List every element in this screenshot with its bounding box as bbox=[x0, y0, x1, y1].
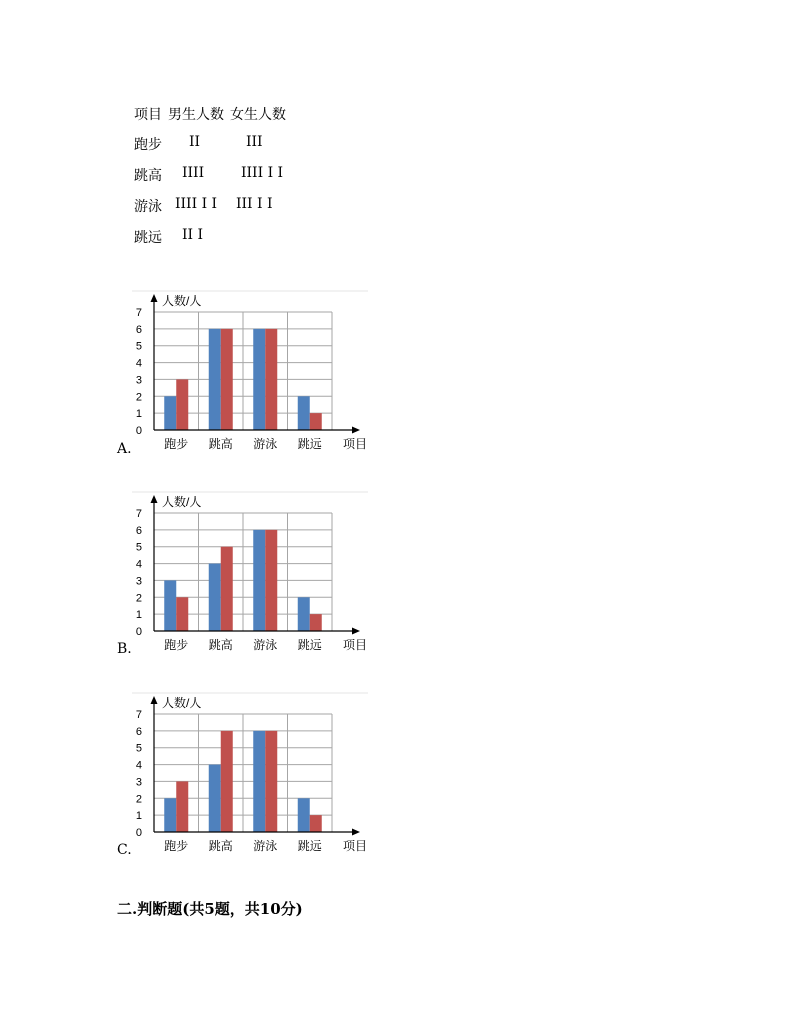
bar bbox=[164, 798, 176, 832]
row-boys: II bbox=[189, 134, 201, 150]
bar bbox=[209, 329, 221, 430]
bar bbox=[164, 396, 176, 430]
row-item: 跑步 bbox=[134, 137, 162, 153]
row-girls: III bbox=[246, 134, 263, 150]
y-tick-label: 1 bbox=[135, 609, 142, 622]
bar bbox=[265, 329, 277, 430]
x-tick-label: 跳高 bbox=[208, 437, 233, 451]
y-tick-label: 4 bbox=[135, 558, 142, 571]
x-tick-label: 跑步 bbox=[164, 839, 189, 853]
bar bbox=[298, 396, 310, 430]
y-tick-label: 4 bbox=[135, 357, 142, 370]
row-item: 游泳 bbox=[134, 199, 162, 215]
y-axis-arrow bbox=[151, 294, 158, 302]
x-axis-arrow bbox=[352, 427, 360, 434]
bar bbox=[176, 379, 188, 430]
bar bbox=[176, 781, 188, 832]
chart-option-c bbox=[132, 692, 372, 860]
x-tick-label: 跑步 bbox=[164, 437, 189, 451]
y-axis-title: 人数/人 bbox=[162, 495, 202, 509]
x-tick-label: 跳远 bbox=[297, 638, 322, 652]
y-tick-label: 0 bbox=[135, 827, 142, 839]
bar bbox=[310, 815, 322, 832]
row-boys: IIII bbox=[182, 165, 205, 181]
section-title: 二.判断题(共5题，共10分) bbox=[117, 900, 303, 918]
header-girls: 女生人数 bbox=[230, 107, 286, 123]
y-tick-label: 5 bbox=[135, 340, 142, 353]
bar-chart bbox=[132, 290, 372, 458]
row-girls: IIII I I bbox=[241, 165, 284, 181]
row-item: 跳远 bbox=[134, 230, 162, 246]
x-tick-label: 游泳 bbox=[253, 839, 278, 853]
y-tick-label: 5 bbox=[135, 742, 142, 755]
bar bbox=[221, 731, 233, 832]
bar bbox=[310, 614, 322, 631]
x-axis-title: 项目 bbox=[342, 437, 368, 451]
y-tick-label: 7 bbox=[135, 307, 142, 319]
bar bbox=[221, 329, 233, 430]
bar bbox=[221, 547, 233, 631]
y-tick-label: 3 bbox=[135, 776, 142, 789]
bar-chart bbox=[132, 692, 372, 860]
y-tick-label: 0 bbox=[135, 626, 142, 638]
bar bbox=[253, 329, 265, 430]
bar bbox=[253, 731, 265, 832]
row-boys: II I bbox=[182, 227, 204, 243]
y-tick-label: 3 bbox=[135, 374, 142, 387]
option-label-a: A. bbox=[117, 441, 132, 457]
y-tick-label: 6 bbox=[135, 323, 142, 336]
x-axis-title: 项目 bbox=[342, 839, 368, 853]
row-item: 跳高 bbox=[134, 168, 162, 184]
y-tick-label: 6 bbox=[135, 524, 142, 537]
x-axis-arrow bbox=[352, 829, 360, 836]
bar bbox=[265, 731, 277, 832]
y-tick-label: 2 bbox=[135, 592, 142, 605]
bar bbox=[176, 597, 188, 631]
x-axis-title: 项目 bbox=[342, 638, 368, 652]
x-tick-label: 游泳 bbox=[253, 437, 278, 451]
x-tick-label: 跳远 bbox=[297, 437, 322, 451]
bar bbox=[298, 798, 310, 832]
option-label-b: B. bbox=[117, 641, 132, 657]
header-item: 项目 bbox=[134, 107, 162, 123]
bar bbox=[164, 580, 176, 631]
x-tick-label: 跳高 bbox=[208, 839, 233, 853]
y-tick-label: 7 bbox=[135, 709, 142, 721]
y-tick-label: 7 bbox=[135, 508, 142, 520]
y-tick-label: 1 bbox=[135, 810, 142, 823]
y-tick-label: 5 bbox=[135, 541, 142, 554]
header-boys: 男生人数 bbox=[168, 107, 224, 123]
chart-option-a bbox=[132, 290, 372, 458]
bar bbox=[310, 413, 322, 430]
x-tick-label: 跑步 bbox=[164, 638, 189, 652]
bar-chart bbox=[132, 491, 372, 659]
y-tick-label: 3 bbox=[135, 575, 142, 588]
bar bbox=[265, 530, 277, 631]
x-axis-arrow bbox=[352, 628, 360, 635]
y-tick-label: 4 bbox=[135, 759, 142, 772]
y-axis-arrow bbox=[151, 696, 158, 704]
y-tick-label: 6 bbox=[135, 725, 142, 738]
row-girls: III I I bbox=[236, 196, 273, 212]
bar bbox=[298, 597, 310, 631]
y-axis-title: 人数/人 bbox=[162, 294, 202, 308]
y-axis-title: 人数/人 bbox=[162, 696, 202, 710]
bar bbox=[209, 765, 221, 832]
y-tick-label: 1 bbox=[135, 408, 142, 421]
y-tick-label: 2 bbox=[135, 391, 142, 404]
bar bbox=[209, 564, 221, 631]
row-boys: IIII I I bbox=[175, 196, 218, 212]
option-label-c: C. bbox=[117, 842, 132, 858]
bar bbox=[253, 530, 265, 631]
y-axis-arrow bbox=[151, 495, 158, 503]
chart-option-b bbox=[132, 491, 372, 659]
x-tick-label: 跳高 bbox=[208, 638, 233, 652]
y-tick-label: 0 bbox=[135, 425, 142, 437]
y-tick-label: 2 bbox=[135, 793, 142, 806]
x-tick-label: 跳远 bbox=[297, 839, 322, 853]
x-tick-label: 游泳 bbox=[253, 638, 278, 652]
